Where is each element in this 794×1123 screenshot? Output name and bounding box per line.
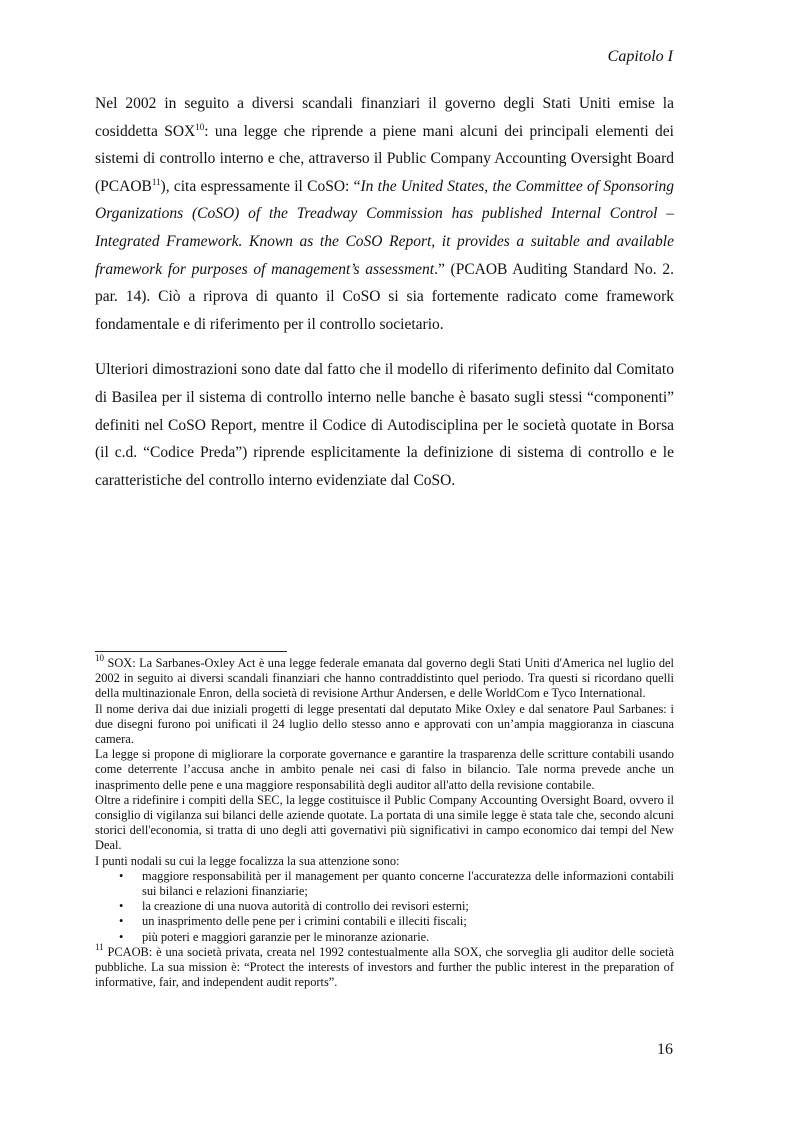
footnote-text: SOX: La Sarbanes-Oxley Act è una legge federale emanata dal governo degli Stati Uniti d'America nel luglio del 2002 in seguito ai diversi scandali finanziari che hanno contraddistinto quel periodo. Tra questi si ricordano quelli della multinazionale Enron, della società di revisione Arthur Andersen, e delle WorldCom e Tyco International. [95,656,674,701]
list-item-text: più poteri e maggiori garanzie per le minoranze azionarie. [142,929,430,944]
text-segment: : una legge che riprende a piene mani alcuni dei principali elementi dei sistemi di controllo interno e che, attraverso il Public Company Accounting Oversight Board (PCAOB [95,122,674,195]
page-number: 16 [657,1041,673,1058]
footnote-10-paragraph: I punti nodali su cui la legge focalizza la sua attenzione sono: [95,853,400,868]
bullet-icon: • [119,914,124,929]
footnote-11 [95,941,674,991]
list-item [95,869,674,899]
list-item-text: la creazione di una nuova autorità di controllo dei revisori esterni; [142,899,469,914]
footnote-ref-10[interactable]: 10 [195,121,205,132]
footnote-10-paragraph: Il nome deriva dai due iniziali progetti di legge presentati dal deputato Mike Oxley e dal senatore Paul Sarbanes: i due disegni furono poi unificati il 24 luglio dello stesso anno e approvati con un’ampia maggioranza in ciascuna camera. [95,701,674,747]
list-item [95,914,674,929]
chapter-header: Capitolo I [607,48,673,65]
footnote-ref-11[interactable]: 11 [151,176,161,187]
footnote-bullet-list [95,869,674,945]
text-segment: ), cita espressamente il CoSO: “ [160,177,361,195]
footnote-number-10: 10 [95,653,104,663]
text-segment: Nel 2002 in seguito a diversi scandali finanziari il governo degli Stati Uniti emise la cosiddetta SOX [95,95,674,140]
paragraph-sox [95,90,674,338]
coso-quote: In the United States, the Committee of Sponsoring Organizations (CoSO) of the Treadway Commission has published Internal Control – Integrated Framework. Known as the CoSO Report, it provides a suitable and available framework for purposes of management’s assessment [95,177,674,278]
list-item [95,899,674,914]
footnotes [95,653,674,990]
footnote-number-11: 11 [95,941,104,952]
list-item-text: maggiore responsabilità per il management per quanto concerne l'accuratezza delle informazioni contabili sui bilanci e relazioni finanziarie; [142,868,674,899]
footnote-10-paragraph: La legge si propone di migliorare la corporate governance e garantire la trasparenza delle scritture contabili usando come deterrente l’accusa anche in ambito penale nei casi di falso in bilancio. Tale norma prevede anche un inasprimento delle pene e una maggiore responsabilità degli auditor all'atto della revisione contabile. [95,747,674,792]
list-item-text: un inasprimento delle pene per i crimini contabili e illeciti fiscali; [142,914,467,929]
list-item [95,930,674,945]
bullet-icon: • [119,868,124,883]
footnote-text: PCAOB: è una società privata, creata nel 1992 contestualmente alla SOX, che sorveglia gli auditor delle società pubbliche. La sua mission è: “Protect the interests of investors and further the public interest in the preparation of informative, fair, and independent audit reports”. [95,944,674,990]
footnote-10 [95,653,674,702]
bullet-icon: • [119,929,124,944]
text-segment: .” (PCAOB Auditing Standard No. 2. par. 14). Ciò a riprova di quanto il CoSO si sia fortemente radicato come framework fondamentale e di riferimento per il controllo societario. [95,260,674,333]
footnote-separator [95,651,287,652]
main-text [95,90,674,512]
paragraph-basilea: Ulteriori dimostrazioni sono date dal fatto che il modello di riferimento definito dal Comitato di Basilea per il sistema di controllo interno nelle banche è basato sugli stessi “componenti” definiti nel CoSO Report, mentre il Codice di Autodisciplina per le società quotate in Borsa (il c.d. “Codice Preda”) riprende esplicitamente la definizione di sistema di controllo e le caratteristiche del controllo interno evidenziate dal CoSO. [95,361,674,489]
footnote-10-paragraph: Oltre a ridefinire i compiti della SEC, la legge costituisce il Public Company Accounting Oversight Board, ovvero il consiglio di vigilanza sui bilanci delle aziende quotate. La portata di una simile legge è stata tale che, secondo alcuni storici dell'economia, si tratta di uno degli atti governativi più significativi in campo economico dai tempi del New Deal. [95,792,674,853]
bullet-icon: • [119,899,124,914]
